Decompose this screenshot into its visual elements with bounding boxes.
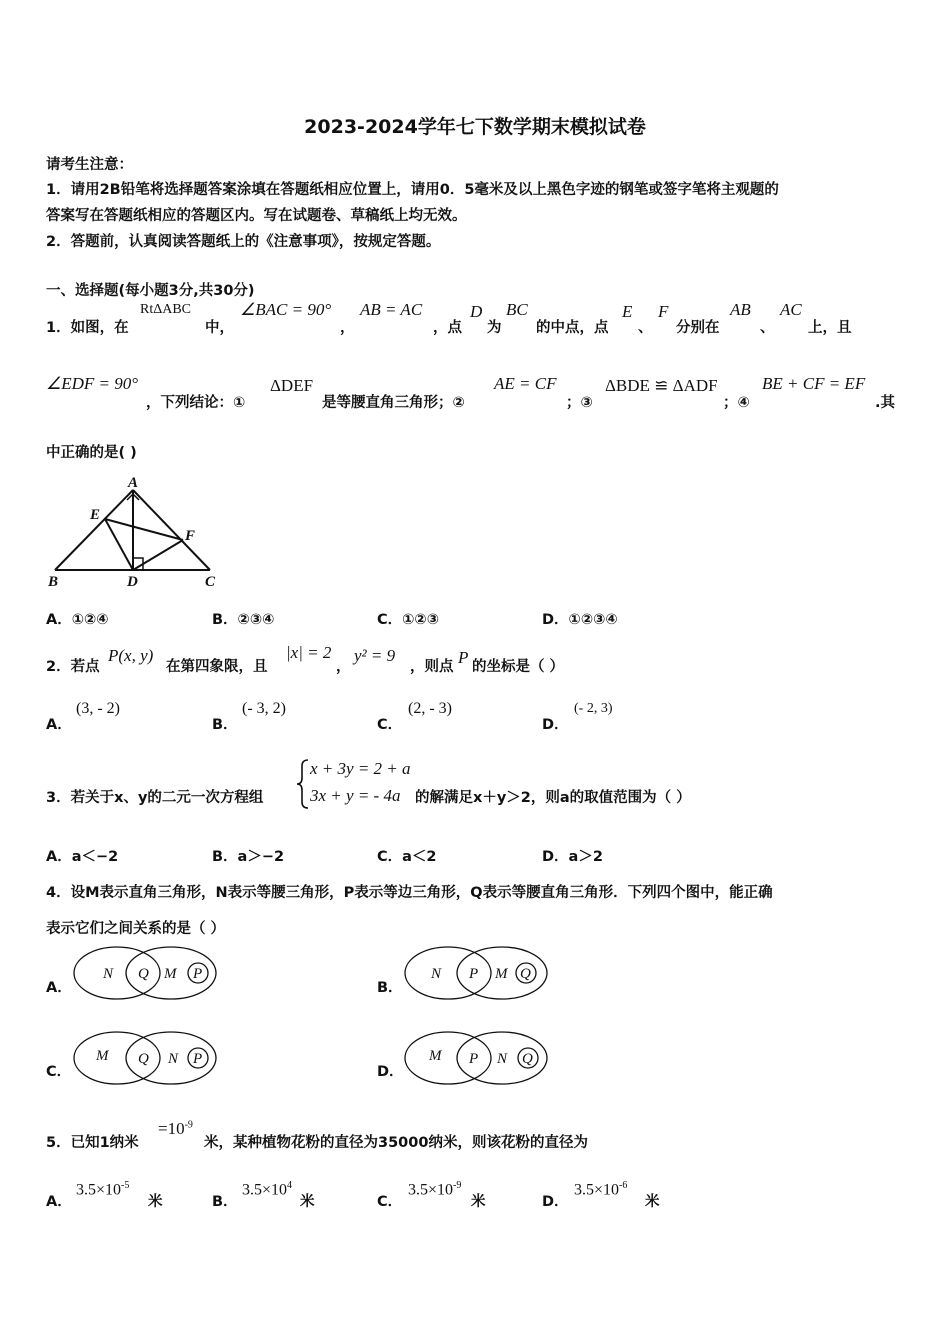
fig-label-b: B xyxy=(48,574,59,590)
venn-d-inner: Q xyxy=(522,1051,533,1067)
venn-b-left: N xyxy=(431,966,442,982)
q1-text-4: ，点 xyxy=(433,320,462,336)
venn-a-mid: Q xyxy=(138,966,149,982)
q1-math-3: AB = AC xyxy=(360,300,423,319)
q1-math-1: RtΔABC xyxy=(140,302,192,317)
q4-venn-b[interactable] xyxy=(403,945,549,1001)
q1-text-9: 、 xyxy=(760,320,775,336)
venn-c-right: N xyxy=(168,1051,179,1067)
q4-venn-a[interactable] xyxy=(72,945,218,1001)
q1-text-10: 上，且 xyxy=(808,320,852,336)
q1-text-8: 分别在 xyxy=(676,320,720,336)
page-title: 2023-2024学年七下数学期末模拟试卷 xyxy=(304,116,646,138)
q3-brace xyxy=(296,758,310,810)
q2-text-1: 2．若点 xyxy=(46,659,100,675)
venn-a-right: M xyxy=(164,966,177,982)
fig-label-d: D xyxy=(127,574,138,590)
q1-text-15: .其 xyxy=(875,395,896,411)
q3-equation-2: 3x + y = - 4a xyxy=(310,786,401,805)
q1-math-6: E xyxy=(622,302,633,321)
q4-option-b-label[interactable]: B． xyxy=(377,980,403,996)
q2-math-1: P(x, y) xyxy=(108,646,154,665)
q2-option-a-label[interactable]: A． xyxy=(46,717,72,733)
q1-math-8: AB xyxy=(730,300,751,319)
q2-text-4: ，则点 xyxy=(410,659,454,675)
q1-math-9: AC xyxy=(780,300,802,319)
q2-math-2: |x| = 2 xyxy=(286,643,332,662)
q5-option-a-label[interactable]: A． xyxy=(46,1194,72,1210)
q1-text-14: ；④ xyxy=(723,395,750,411)
fig-label-e: E xyxy=(90,507,101,523)
venn-d-right: N xyxy=(497,1051,508,1067)
q2-option-b-value: (- 3, 2) xyxy=(242,700,286,717)
q5-option-c-label[interactable]: C． xyxy=(377,1194,403,1210)
notice-heading: 请考生注意： xyxy=(46,157,133,173)
venn-b-right: M xyxy=(495,966,508,982)
q1-math-14: BE + CF = EF xyxy=(762,374,866,393)
q1-text-12: 是等腰直角三角形；② xyxy=(322,395,465,411)
venn-d-mid: P xyxy=(469,1051,479,1067)
q1-math-13: ΔBDE ≌ ΔADF xyxy=(605,376,718,395)
q1-text-1: 1．如图，在 xyxy=(46,320,129,336)
q1-option-a[interactable]: A．①②④ xyxy=(46,612,109,628)
q1-option-d[interactable]: D．①②③④ xyxy=(542,612,618,628)
q5-option-a-unit: 米 xyxy=(148,1194,163,1210)
q5-option-c-unit: 米 xyxy=(471,1194,486,1210)
section-heading: 一、选择题(每小题3分,共30分) xyxy=(46,283,255,299)
venn-d-left: M xyxy=(429,1048,442,1064)
q2-math-4: P xyxy=(458,648,469,667)
fig-label-a: A xyxy=(128,475,139,491)
fig-label-f: F xyxy=(185,528,196,544)
q2-text-5: 的坐标是（ ） xyxy=(472,659,565,675)
q5-option-d-label[interactable]: D． xyxy=(542,1194,569,1210)
fig-label-c: C xyxy=(205,574,216,590)
venn-a-inner: P xyxy=(193,966,203,982)
q1-text-6: 的中点，点 xyxy=(536,320,609,336)
q1-math-12: AE = CF xyxy=(494,374,557,393)
q4-line-1: 4．设M表示直角三角形，N表示等腰三角形，P表示等边三角形，Q表示等腰直角三角形．下列四个图中，能正确 xyxy=(46,885,773,901)
q1-text-16: 中正确的是( ) xyxy=(46,445,137,461)
q5-option-d-unit: 米 xyxy=(645,1194,660,1210)
q5-text-2: 米，某种植物花粉的直径为35000纳米，则该花粉的直径为 xyxy=(204,1135,588,1151)
q4-venn-d[interactable] xyxy=(403,1030,549,1086)
q2-option-c-label[interactable]: C． xyxy=(377,717,403,733)
q5-option-a-value: $3.5\times 10^{-5}$ xyxy=(76,1180,130,1199)
q3-equation-1: x + 3y = 2 + a xyxy=(310,759,411,778)
q1-math-7: F xyxy=(658,302,669,321)
q5-text-1: 5．已知1纳米 xyxy=(46,1135,139,1151)
q5-option-c-value: $3.5\times 10^{-9}$ xyxy=(408,1180,462,1199)
venn-b-mid: P xyxy=(469,966,479,982)
q4-option-c-label[interactable]: C． xyxy=(46,1064,72,1080)
q1-text-5: 为 xyxy=(487,320,502,336)
q1-text-13: ；③ xyxy=(566,395,593,411)
venn-c-inner: P xyxy=(193,1051,203,1067)
q3-option-b[interactable]: B．a＞−2 xyxy=(212,849,285,865)
q3-text-2: 的解满足x＋y＞2，则a的取值范围为（ ） xyxy=(415,790,691,806)
q1-text-7: 、 xyxy=(638,320,653,336)
q4-line-2: 表示它们之间关系的是（ ） xyxy=(46,921,226,937)
q5-option-b-label[interactable]: B． xyxy=(212,1194,238,1210)
q3-option-d[interactable]: D．a＞2 xyxy=(542,849,603,865)
q2-math-3: y² = 9 xyxy=(354,646,396,665)
notice-line-2: 答案写在答题纸相应的答题区内。写在试题卷、草稿纸上均无效。 xyxy=(46,208,467,224)
q5-option-b-value: $3.5\times 10^4$ xyxy=(242,1180,293,1199)
q5-option-d-value: $3.5\times 10^{-6}$ xyxy=(574,1180,628,1199)
q2-text-3: ， xyxy=(336,659,351,675)
venn-b-inner: Q xyxy=(520,966,531,982)
triangle-figure xyxy=(40,472,230,592)
q2-option-b-label[interactable]: B． xyxy=(212,717,238,733)
q1-math-5: BC xyxy=(506,300,528,319)
q1-text-2: 中， xyxy=(205,320,234,336)
venn-c-mid: Q xyxy=(138,1051,149,1067)
notice-line-1: 1．请用2B铅笔将选择题答案涂填在答题纸相应位置上，请用0．5毫米及以上黑色字迹的钢笔或签字笔将主观题的 xyxy=(46,182,779,198)
q4-option-a-label[interactable]: A． xyxy=(46,980,72,996)
q1-option-c[interactable]: C．①②③ xyxy=(377,612,439,628)
q1-math-10: ∠EDF = 90° xyxy=(46,374,139,393)
venn-c-left: M xyxy=(96,1048,109,1064)
q2-option-d-label[interactable]: D． xyxy=(542,717,569,733)
q1-option-b[interactable]: B．②③④ xyxy=(212,612,275,628)
venn-a-left: N xyxy=(103,966,114,982)
q4-venn-c[interactable] xyxy=(72,1030,218,1086)
q3-text-1: 3．若关于x、y的二元一次方程组 xyxy=(46,790,264,806)
notice-line-3: 2．答题前，认真阅读答题纸上的《注意事项》，按规定答题。 xyxy=(46,234,441,250)
q1-math-4: D xyxy=(470,302,483,321)
q2-option-c-value: (2, - 3) xyxy=(408,700,452,717)
q2-text-2: 在第四象限，且 xyxy=(166,659,268,675)
q5-math-1: $=10^{-9}$ xyxy=(158,1119,193,1138)
q3-option-a[interactable]: A．a＜−2 xyxy=(46,849,119,865)
q1-math-11: ΔDEF xyxy=(270,376,314,395)
q1-text-11: ，下列结论：① xyxy=(146,395,246,411)
q1-math-2: ∠BAC = 90° xyxy=(240,300,332,319)
q4-option-d-label[interactable]: D． xyxy=(377,1064,404,1080)
q2-option-a-value: (3, - 2) xyxy=(76,700,120,717)
q1-text-3: ， xyxy=(340,320,355,336)
q2-option-d-value: (- 2, 3) xyxy=(574,701,613,716)
q3-option-c[interactable]: C．a＜2 xyxy=(377,849,437,865)
q5-option-b-unit: 米 xyxy=(300,1194,315,1210)
